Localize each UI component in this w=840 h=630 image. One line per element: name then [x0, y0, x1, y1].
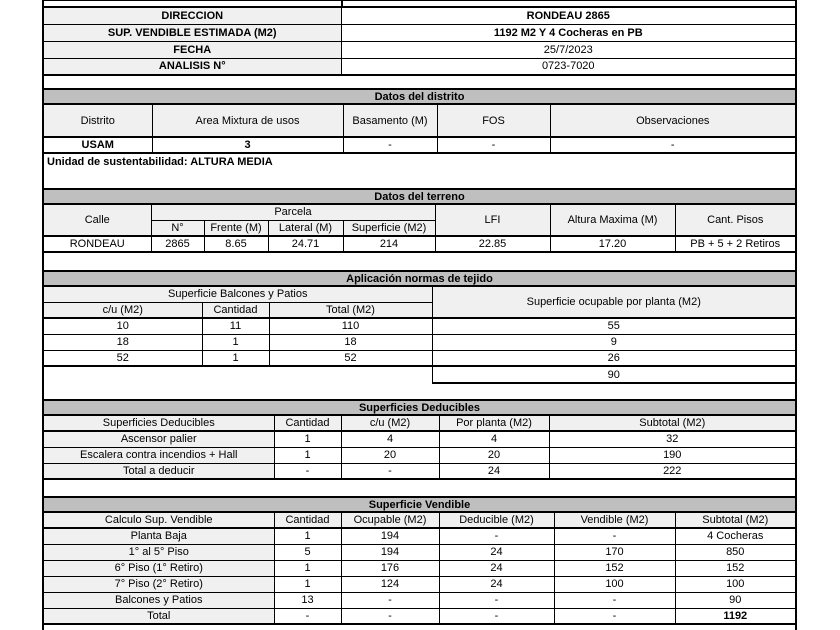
cell: 176: [341, 560, 439, 576]
row-label-total: Total: [44, 608, 274, 624]
cell: 90: [675, 592, 795, 608]
column-header-pisos: Cant. Pisos: [675, 204, 795, 236]
column-header: Distrito: [44, 104, 152, 137]
column-header: Cantidad: [274, 512, 341, 528]
cell: 100: [554, 576, 675, 592]
cell: 110: [269, 318, 432, 334]
column-divider: [44, 1, 343, 6]
cell: 11: [202, 318, 269, 334]
section-gap: [44, 253, 795, 270]
cell-lfi: 22.85: [435, 236, 550, 252]
terreno-table: [44, 188, 795, 253]
row-label: Balcones y Patios: [44, 592, 274, 608]
row-label: Total a deducir: [44, 463, 274, 479]
field-value-sup-vendible: 1192 M2 Y 4 Cocheras en PB: [341, 24, 795, 41]
table-row: [44, 89, 795, 104]
cell: -: [274, 463, 341, 479]
cell: 1: [274, 576, 341, 592]
column-header: Cantidad: [274, 415, 341, 431]
table-row: [44, 204, 795, 220]
tejido-table: [44, 270, 795, 384]
column-header-altura: Altura Maxima (M): [550, 204, 675, 236]
cell: 13: [274, 592, 341, 608]
cell: 152: [675, 560, 795, 576]
section-title-vendible: Superficie Vendible: [44, 497, 795, 512]
cell: 100: [675, 576, 795, 592]
cell: -: [341, 463, 439, 479]
column-header-lfi: LFI: [435, 204, 550, 236]
column-header: Subtotal (M2): [675, 512, 795, 528]
cell-distrito: USAM: [44, 137, 152, 153]
column-header: FOS: [437, 104, 550, 137]
cell-calle: RONDEAU: [44, 236, 151, 252]
column-group-balcones: Superficie Balcones y Patios: [44, 286, 432, 302]
cell: 52: [269, 350, 432, 366]
cell: 4: [439, 431, 549, 447]
table-row: [44, 608, 795, 624]
cell: -: [554, 592, 675, 608]
column-header: Subtotal (M2): [549, 415, 795, 431]
field-label-direccion: DIRECCION: [44, 7, 341, 24]
table-row: [44, 350, 795, 366]
table-row: [44, 431, 795, 447]
column-header: Superficies Deducibles: [44, 415, 274, 431]
table-row: [44, 271, 795, 286]
field-value-fecha: 25/7/2023: [341, 41, 795, 58]
field-label-fecha: FECHA: [44, 41, 341, 58]
section-title-terreno: Datos del terreno: [44, 189, 795, 204]
table-row: [44, 41, 795, 58]
cell-numero: 2865: [151, 236, 204, 252]
cell: 55: [432, 318, 795, 334]
section-title-tejido: Aplicación normas de tejido: [44, 271, 795, 286]
cell: 850: [675, 544, 795, 560]
column-header: Ocupable (M2): [341, 512, 439, 528]
cell-fos: -: [437, 137, 550, 153]
cell-basamento: -: [343, 137, 437, 153]
column-header: Observaciones: [550, 104, 795, 137]
table-row: [44, 137, 795, 153]
cell: 10: [44, 318, 202, 334]
section-gap: [44, 480, 795, 496]
row-label: 7° Piso (2° Retiro): [44, 576, 274, 592]
cell: -: [439, 592, 554, 608]
table-row: [44, 528, 795, 544]
column-header: c/u (M2): [341, 415, 439, 431]
column-header: Calculo Sup. Vendible: [44, 512, 274, 528]
cell: 32: [549, 431, 795, 447]
table-row: [44, 415, 795, 431]
cell: 1: [274, 447, 341, 463]
table-row: [44, 576, 795, 592]
cell: 52: [44, 350, 202, 366]
vendible-table: [44, 496, 795, 625]
table-row: [44, 463, 795, 479]
cell: 9: [432, 334, 795, 350]
column-header: Cantidad: [202, 302, 269, 318]
cell-total-ocupable: 90: [432, 366, 795, 383]
table-row: [44, 544, 795, 560]
empty-cell: [44, 366, 432, 383]
table-row: [44, 24, 795, 41]
cell: 24: [439, 560, 554, 576]
cell: -: [554, 528, 675, 544]
column-header-ocupable-planta: Superficie ocupable por planta (M2): [432, 286, 795, 318]
table-row: [44, 497, 795, 512]
distrito-table: [44, 88, 795, 154]
cell: 5: [274, 544, 341, 560]
cell: 190: [549, 447, 795, 463]
table-row: [44, 334, 795, 350]
cell: 152: [554, 560, 675, 576]
table-row: [44, 104, 795, 137]
field-label-analisis: ANALISIS N°: [44, 58, 341, 75]
table-row: [44, 512, 795, 528]
cell-altura: 17.20: [550, 236, 675, 252]
cell: -: [554, 608, 675, 624]
column-header: Superficie (M2): [343, 220, 435, 236]
cell: 24: [439, 576, 554, 592]
table-row: [44, 560, 795, 576]
column-header: Deducible (M2): [439, 512, 554, 528]
row-label: Ascensor palier: [44, 431, 274, 447]
cell: 20: [341, 447, 439, 463]
table-row: [44, 318, 795, 334]
cell: 4 Cocheras: [675, 528, 795, 544]
clipped-top-row: [44, 0, 795, 6]
column-group-parcela: Parcela: [151, 204, 435, 220]
table-row: [44, 447, 795, 463]
cell: 194: [341, 528, 439, 544]
cell: 1: [274, 431, 341, 447]
table-row: [44, 400, 795, 415]
row-label: 6° Piso (1° Retiro): [44, 560, 274, 576]
table-row: [44, 236, 795, 252]
cell-total-vendible: 1192: [675, 608, 795, 624]
table-row: [44, 7, 795, 24]
cell: -: [274, 608, 341, 624]
cell: -: [439, 528, 554, 544]
table-row: [44, 366, 795, 383]
field-label-sup-vendible: SUP. VENDIBLE ESTIMADA (M2): [44, 24, 341, 41]
column-header: Area Mixtura de usos: [152, 104, 343, 137]
section-title-deducibles: Superficies Deducibles: [44, 400, 795, 415]
cell: 24: [439, 544, 554, 560]
row-label: 1° al 5° Piso: [44, 544, 274, 560]
sustentabilidad-note: Unidad de sustentabilidad: ALTURA MEDIA: [44, 154, 795, 188]
cell-observaciones: -: [550, 137, 795, 153]
field-value-analisis: 0723-7020: [341, 58, 795, 75]
cell-mixtura: 3: [152, 137, 343, 153]
cell: -: [341, 608, 439, 624]
cell: 194: [341, 544, 439, 560]
cell: 4: [341, 431, 439, 447]
table-row: [44, 189, 795, 204]
cell: 1: [274, 528, 341, 544]
cell-superficie: 214: [343, 236, 435, 252]
cell: -: [341, 592, 439, 608]
column-header: Lateral (M): [268, 220, 343, 236]
field-value-direccion: RONDEAU 2865: [341, 7, 795, 24]
cell: 1: [202, 350, 269, 366]
column-header-calle: Calle: [44, 204, 151, 236]
deducibles-table: [44, 399, 795, 480]
cell: 1: [274, 560, 341, 576]
header-info-table: [44, 6, 795, 76]
column-header: Por planta (M2): [439, 415, 549, 431]
cell: 20: [439, 447, 549, 463]
column-header: Basamento (M): [343, 104, 437, 137]
cell: -: [439, 608, 554, 624]
table-row: [44, 592, 795, 608]
cell: 170: [554, 544, 675, 560]
cell-pisos: PB + 5 + 2 Retiros: [675, 236, 795, 252]
cell: 18: [269, 334, 432, 350]
row-label: Escalera contra incendios + Hall: [44, 447, 274, 463]
cell-frente: 8.65: [204, 236, 268, 252]
column-header: Vendible (M2): [554, 512, 675, 528]
cell: 26: [432, 350, 795, 366]
cell: 222: [549, 463, 795, 479]
column-header: Frente (M): [204, 220, 268, 236]
section-gap: [44, 76, 795, 88]
cell: 24: [439, 463, 549, 479]
table-row: [44, 286, 795, 302]
column-header: c/u (M2): [44, 302, 202, 318]
column-header: Total (M2): [269, 302, 432, 318]
row-label: Planta Baja: [44, 528, 274, 544]
cell: 18: [44, 334, 202, 350]
cell: 1: [202, 334, 269, 350]
cell-lateral: 24.71: [268, 236, 343, 252]
section-gap: [44, 384, 795, 399]
section-title-distrito: Datos del distrito: [44, 89, 795, 104]
analysis-sheet: [42, 0, 797, 630]
table-row: [44, 58, 795, 75]
column-header: N°: [151, 220, 204, 236]
cell: 124: [341, 576, 439, 592]
